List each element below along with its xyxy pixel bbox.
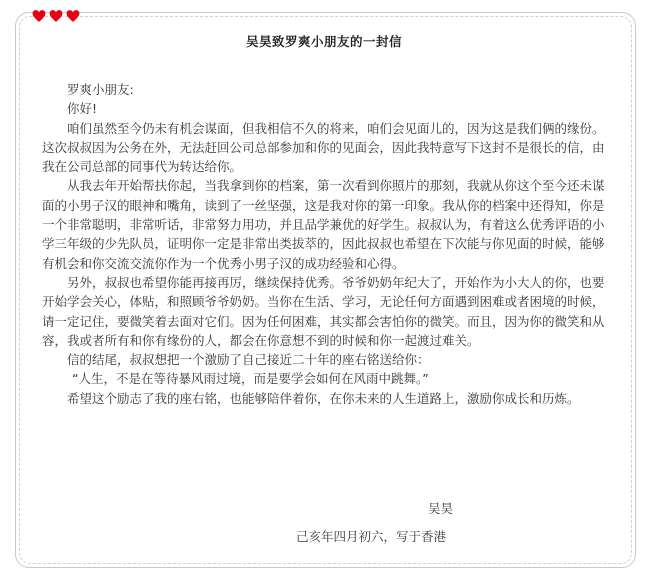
heart-icon [32,9,46,23]
signature: 吴昊 [428,501,454,516]
paragraph: 咱们虽然至今仍未有机会谋面，但我相信不久的将来，咱们会见面儿的，因为这是我们俩的缘份。这次叔叔因为公务在外，无法赶回公司总部参加和你的见面会，因此我特意写下这封不是很长的信，由我在公司总部的同事代为转达给你。 [42,120,605,175]
heart-icon [49,9,63,23]
motto-quote: “人生，不是在等待暴风雨过境，而是要学会如何在风雨中跳舞。” [72,371,429,387]
letter-body [42,80,612,408]
paragraph: 信的结尾，叔叔想把一个激励了自己接近二十年的座右铭送给你： [67,352,430,368]
salutation: 罗爽小朋友: [67,82,134,97]
greeting: 你好! [67,101,98,117]
paragraph: 另外，叔叔也希望你能再接再厉，继续保持优秀。爷爷奶奶年纪大了，开始作为小大人的你，也要开始学会关心，体贴，和照顾爷爷奶奶。当你在生活、学习，无论任何方面遇到困难或者困境的时候，请一定记住，要微笑着去面对它们。因为任何困难，其实都会害怕你的微笑。而且，因为你的微笑和从容，我或者所有和你有缘份的人，都会在你意想不到的时候和你一起渡过难关。 [42,274,605,348]
paragraph: 从我去年开始帮扶你起，当我拿到你的档案，第一次看到你照片的那刻，我就从你这个至今还未谋面的小男子汉的眼神和嘴角，读到了一丝坚强，这是我对你的第一印象。我从你的档案中还得知，你是一个非常聪明，非常听话，非常努力用功，并且品学兼优的好学生。叔叔认为，有着这么优秀评语的小学三年级的少先队员，证明你一定是非常出类拔萃的，因此叔叔也希望在下次能与你见面的时候，能够有机会和你交流交流你作为一个优秀小男子汉的成功经验和心得。 [42,178,605,271]
letter-title: 吴昊致罗爽小朋友的一封信 [245,34,402,49]
closing-paragraph: 希望这个励志了我的座右铭，也能够陪伴着你，在你未来的人生道路上，激励你成长和历炼。 [67,390,580,406]
heart-icon [66,9,80,23]
date-place: 己亥年四月初六，写于香港 [296,529,447,544]
hearts-decoration [32,9,80,23]
